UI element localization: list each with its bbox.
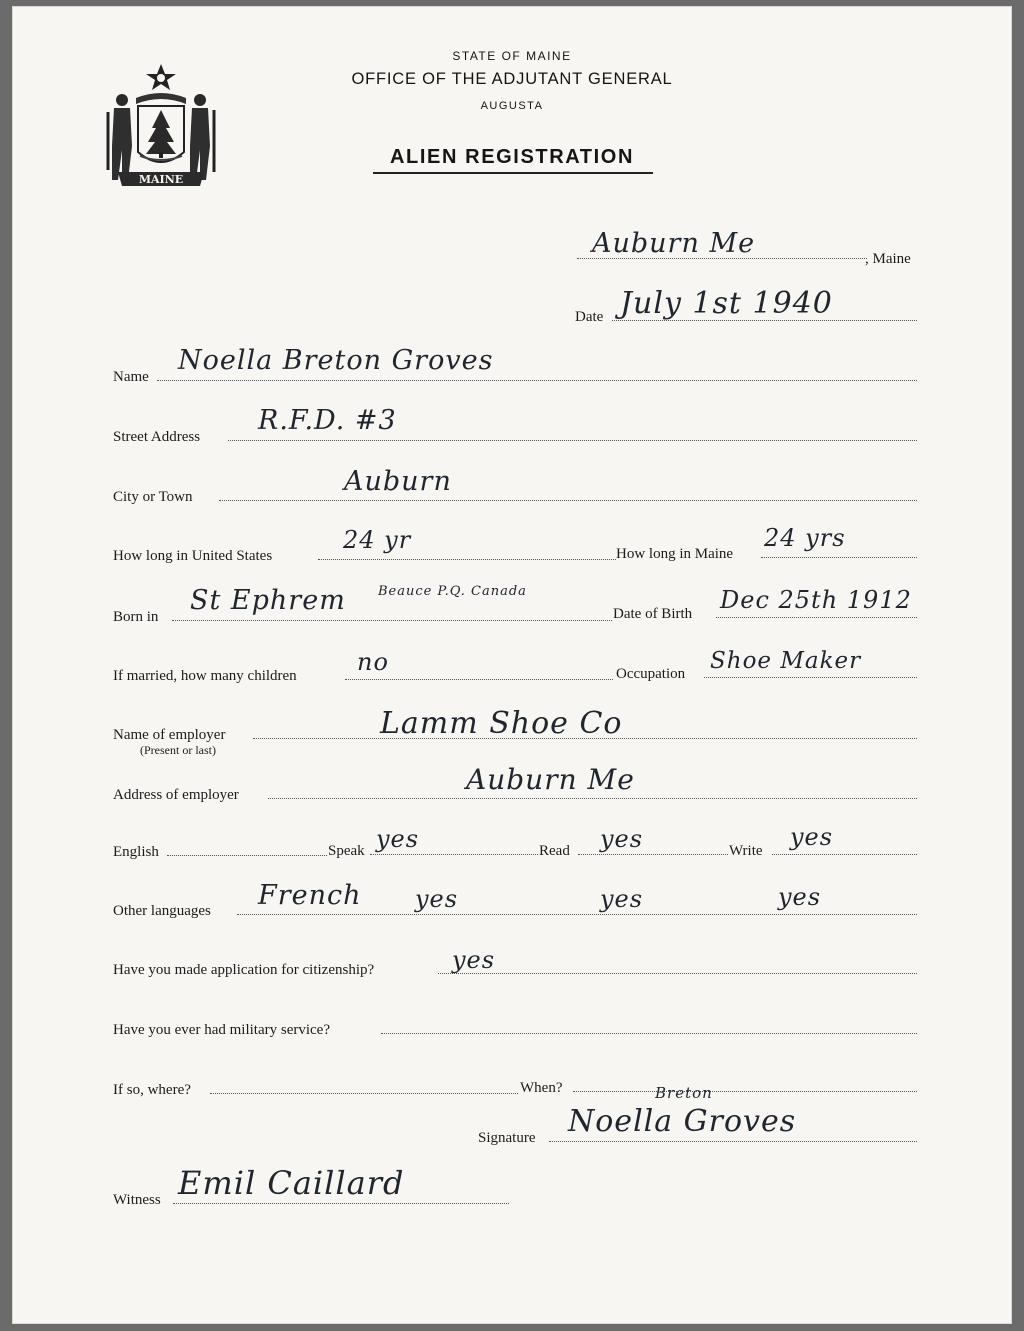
title-underline bbox=[373, 172, 653, 174]
date-label: Date bbox=[575, 309, 604, 325]
employer-name-sublabel: (Present or last) bbox=[140, 743, 216, 757]
other-read-value[interactable]: yes bbox=[600, 885, 644, 913]
speak-label: Speak bbox=[328, 843, 365, 859]
witness-label: Witness bbox=[113, 1192, 161, 1208]
how-long-maine-label: How long in Maine bbox=[616, 546, 734, 562]
signature-insert-value[interactable]: Breton bbox=[655, 1084, 713, 1102]
name-line bbox=[157, 380, 917, 381]
write-label: Write bbox=[729, 843, 763, 859]
read-line bbox=[578, 854, 728, 855]
other-languages-label: Other languages bbox=[113, 903, 211, 919]
form-title: ALIEN REGISTRATION bbox=[390, 146, 634, 168]
employer-address-line bbox=[268, 798, 917, 799]
english-write-value[interactable]: yes bbox=[790, 823, 834, 851]
header-state: STATE OF MAINE bbox=[452, 49, 572, 63]
english-line bbox=[167, 855, 327, 856]
place-value[interactable]: Auburn Me bbox=[592, 228, 756, 259]
signature-label: Signature bbox=[478, 1130, 536, 1146]
witness-signature-value[interactable]: Emil Caillard bbox=[178, 1164, 405, 1202]
maine-suffix-label: , Maine bbox=[865, 251, 911, 267]
date-of-birth-line bbox=[716, 617, 917, 618]
english-label: English bbox=[113, 844, 159, 860]
when-line bbox=[573, 1091, 917, 1092]
speak-line bbox=[370, 854, 538, 855]
occupation-line bbox=[704, 677, 917, 678]
city-or-town-line bbox=[219, 500, 917, 501]
how-long-maine-line bbox=[761, 557, 917, 558]
witness-line bbox=[173, 1203, 509, 1204]
city-or-town-value[interactable]: Auburn bbox=[344, 466, 452, 497]
how-long-us-line bbox=[318, 559, 616, 560]
born-in-line bbox=[172, 620, 612, 621]
where-line bbox=[210, 1093, 518, 1094]
married-children-label: If married, how many children bbox=[113, 668, 297, 684]
city-or-town-label: City or Town bbox=[113, 489, 193, 505]
born-in-label: Born in bbox=[113, 609, 159, 625]
citizenship-label: Have you made application for citizenship? bbox=[113, 962, 375, 978]
header-office: OFFICE OF THE ADJUTANT GENERAL bbox=[351, 70, 673, 88]
if-so-where-label: If so, where? bbox=[113, 1082, 191, 1098]
date-of-birth-label: Date of Birth bbox=[613, 606, 693, 622]
street-address-label: Street Address bbox=[113, 429, 201, 445]
how-long-us-label: How long in United States bbox=[113, 548, 273, 564]
street-address-line bbox=[228, 440, 917, 441]
street-address-value[interactable]: R.F.D. #3 bbox=[258, 405, 397, 436]
english-read-value[interactable]: yes bbox=[600, 825, 644, 853]
seal-maine-ribbon: MAINE bbox=[138, 173, 184, 186]
how-long-maine-value[interactable]: 24 yrs bbox=[764, 524, 846, 552]
citizenship-value[interactable]: yes bbox=[452, 946, 496, 974]
when-label: When? bbox=[520, 1080, 563, 1096]
born-in-region-value[interactable]: Beauce P.Q. Canada bbox=[378, 584, 527, 599]
date-of-birth-value[interactable]: Dec 25th 1912 bbox=[720, 586, 912, 614]
date-value[interactable]: July 1st 1940 bbox=[620, 286, 833, 321]
read-label: Read bbox=[539, 843, 570, 859]
other-languages-line bbox=[237, 914, 917, 915]
signature-line bbox=[549, 1141, 917, 1142]
military-label: Have you ever had military service? bbox=[113, 1022, 330, 1038]
english-speak-value[interactable]: yes bbox=[376, 825, 420, 853]
employer-name-value[interactable]: Lamm Shoe Co bbox=[380, 706, 623, 741]
military-line bbox=[381, 1033, 917, 1034]
other-language-value[interactable]: French bbox=[258, 880, 362, 911]
signature-value[interactable]: Noella Groves bbox=[568, 1104, 797, 1139]
occupation-value[interactable]: Shoe Maker bbox=[710, 648, 862, 674]
name-label: Name bbox=[113, 369, 149, 385]
other-speak-value[interactable]: yes bbox=[415, 885, 459, 913]
born-in-value[interactable]: St Ephrem bbox=[190, 585, 346, 616]
employer-address-label: Address of employer bbox=[113, 787, 239, 803]
other-write-value[interactable]: yes bbox=[778, 883, 822, 911]
how-long-us-value[interactable]: 24 yr bbox=[343, 526, 412, 554]
citizenship-line bbox=[438, 973, 917, 974]
header-city: AUGUSTA bbox=[480, 100, 544, 112]
children-value[interactable]: no bbox=[357, 648, 389, 676]
employer-address-value[interactable]: Auburn Me bbox=[466, 763, 635, 796]
name-value[interactable]: Noella Breton Groves bbox=[178, 345, 494, 376]
employer-name-label: Name of employer bbox=[113, 727, 226, 743]
children-line bbox=[345, 679, 613, 680]
occupation-label: Occupation bbox=[616, 666, 686, 682]
registration-form-page bbox=[12, 6, 1012, 1324]
write-line bbox=[772, 854, 917, 855]
